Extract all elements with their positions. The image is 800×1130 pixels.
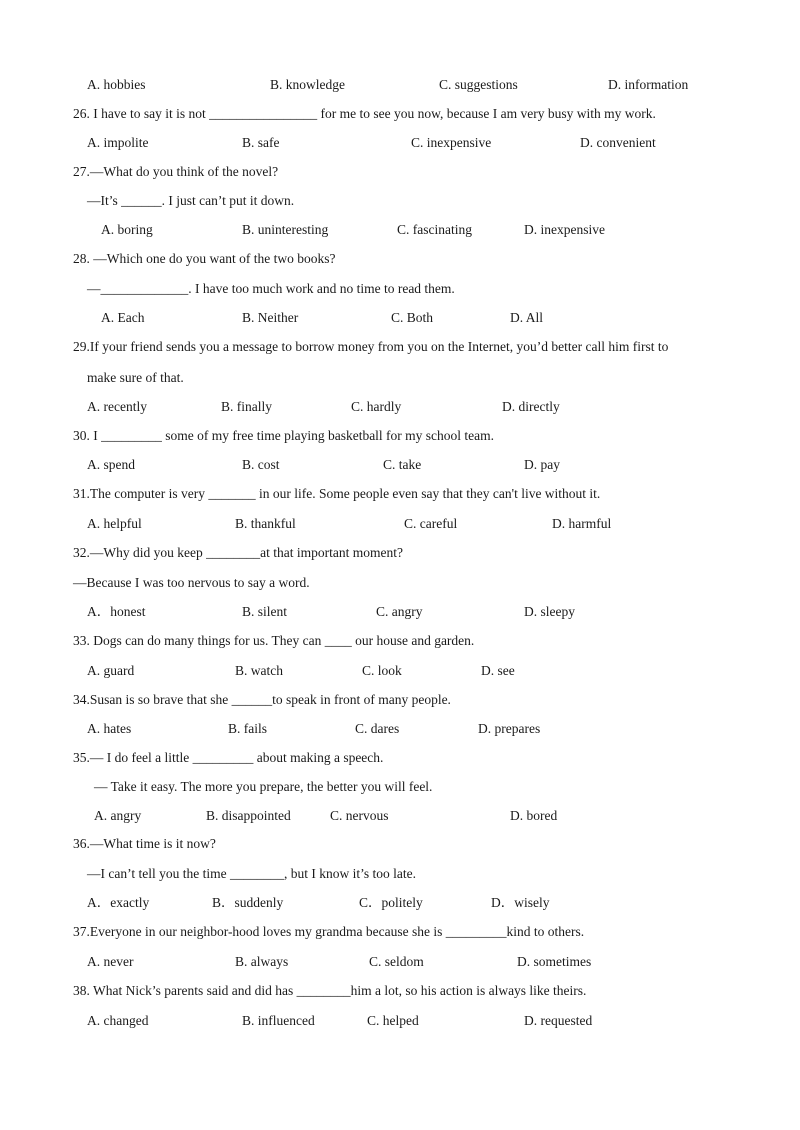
- option-a: A. guard: [87, 663, 135, 678]
- option-d: D. All: [510, 310, 544, 325]
- option-c: C. dares: [355, 721, 400, 736]
- option-c: C. careful: [404, 516, 458, 531]
- option-c: C. Both: [391, 310, 434, 325]
- option-b: B. safe: [242, 135, 280, 150]
- option-d: D. sometimes: [517, 954, 592, 969]
- option-d: D．wisely: [491, 895, 550, 910]
- option-b: B．suddenly: [212, 895, 284, 910]
- option-a: A. angry: [94, 808, 142, 823]
- option-c: C. hardly: [351, 399, 402, 414]
- option-c: C．politely: [359, 895, 423, 910]
- option-a: A. never: [87, 954, 134, 969]
- option-a: A. boring: [101, 222, 153, 237]
- option-a: A. Each: [101, 310, 145, 325]
- reply-32: —Because I was too nervous to say a word.: [73, 575, 310, 590]
- option-d: D. pay: [524, 457, 560, 472]
- option-c: C. take: [383, 457, 422, 472]
- reply-36: —I can’t tell you the time ________, but I know it’s too late.: [87, 866, 416, 881]
- option-b: B. uninteresting: [242, 222, 329, 237]
- reply-35: — Take it easy. The more you prepare, the better you will feel.: [94, 779, 433, 794]
- question-32: 32.—Why did you keep ________at that important moment?: [73, 545, 403, 560]
- question-35: 35.— I do feel a little _________ about making a speech.: [73, 750, 384, 765]
- option-d: D. prepares: [478, 721, 541, 736]
- question-29-cont: make sure of that.: [87, 370, 184, 385]
- option-d: D. inexpensive: [524, 222, 605, 237]
- question-30: 30. I _________ some of my free time playing basketball for my school team.: [73, 428, 495, 443]
- question-38: 38. What Nick’s parents said and did has ________him a lot, so his action is always like theirs.: [73, 983, 587, 998]
- option-b: B. disappointed: [206, 808, 291, 823]
- question-33: 33. Dogs can do many things for us. They can ____ our house and garden.: [73, 633, 475, 648]
- option-a: A. changed: [87, 1013, 149, 1028]
- option-b: B. influenced: [242, 1013, 315, 1028]
- option-a: A. helpful: [87, 516, 142, 531]
- option-c: C. suggestions: [439, 77, 518, 92]
- option-d: D. see: [481, 663, 515, 678]
- option-d: D. requested: [524, 1013, 593, 1028]
- option-b: B. thankful: [235, 516, 296, 531]
- question-31: 31.The computer is very _______ in our life. Some people even say that they can't live without it.: [73, 486, 601, 501]
- option-a: A. hobbies: [87, 77, 146, 92]
- option-b: B. always: [235, 954, 289, 969]
- question-36: 36.—What time is it now?: [73, 836, 216, 851]
- option-b: B. Neither: [242, 310, 299, 325]
- option-c: C. angry: [376, 604, 423, 619]
- option-b: B. finally: [221, 399, 272, 414]
- question-29: 29.If your friend sends you a message to borrow money from you on the Internet, you’d better call him first to: [73, 339, 669, 354]
- option-a: A. spend: [87, 457, 135, 472]
- option-d: D. harmful: [552, 516, 612, 531]
- option-c: C. look: [362, 663, 402, 678]
- question-26: 26. I have to say it is not ________________ for me to see you now, because I am very busy with my work.: [73, 106, 656, 121]
- question-28: 28. —Which one do you want of the two books?: [73, 251, 336, 266]
- option-d: D. convenient: [580, 135, 656, 150]
- option-c: C. seldom: [369, 954, 424, 969]
- option-c: C. fascinating: [397, 222, 472, 237]
- option-a: A. impolite: [87, 135, 149, 150]
- question-37: 37.Everyone in our neighbor-hood loves my grandma because she is _________kind to others.: [73, 924, 585, 939]
- option-a: A．honest: [87, 604, 146, 619]
- option-b: B. fails: [228, 721, 267, 736]
- reply-27: —It’s ______. I just can’t put it down.: [87, 193, 295, 208]
- option-d: D. directly: [502, 399, 560, 414]
- option-b: B. watch: [235, 663, 283, 678]
- option-c: C. inexpensive: [411, 135, 492, 150]
- question-34: 34.Susan is so brave that she ______to speak in front of many people.: [73, 692, 451, 707]
- option-a: A. hates: [87, 721, 132, 736]
- question-27: 27.—What do you think of the novel?: [73, 164, 279, 179]
- option-c: C. nervous: [330, 808, 389, 823]
- option-d: D. information: [608, 77, 689, 92]
- option-b: B. knowledge: [270, 77, 345, 92]
- option-a: A．exactly: [87, 895, 150, 910]
- reply-28: —_____________. I have too much work and no time to read them.: [87, 281, 455, 296]
- option-c: C. helped: [367, 1013, 419, 1028]
- option-d: D. bored: [510, 808, 558, 823]
- option-b: B. silent: [242, 604, 288, 619]
- option-b: B. cost: [242, 457, 280, 472]
- option-d: D. sleepy: [524, 604, 575, 619]
- option-a: A. recently: [87, 399, 147, 414]
